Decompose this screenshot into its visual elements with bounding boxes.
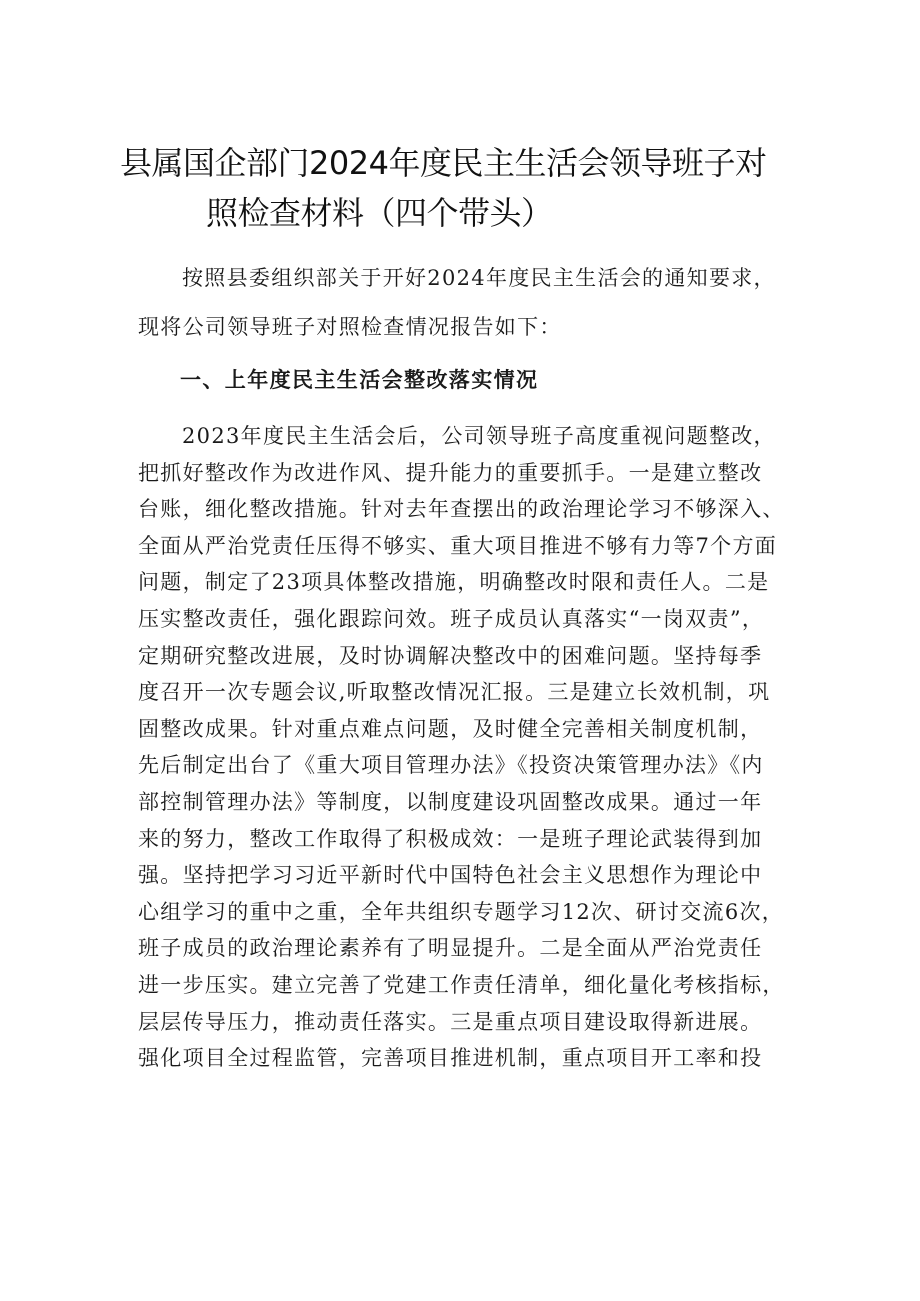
intro-paragraph [138,262,786,360]
paragraph-line: 部控制管理办法》等制度，以制度建设巩固整改成果。通过一年 [138,789,763,814]
paragraph-line: 层层传导压力，推动责任落实。三是重点项目建设取得新进展。 [138,1009,763,1034]
paragraph-line: 台账，细化整改措施。针对去年查摆出的政治理论学习不够深入、 [138,497,785,522]
intro-line: 按照县委组织部关于开好2024年度民主生活会的通知要求， [182,266,776,290]
paragraph-line: 先后制定出台了《重大项目管理办法》《投资决策管理办法》《内 [138,753,764,778]
paragraph-line: 问题，制定了23项具体整改措施，明确整改时限和责任人。二是 [138,570,770,595]
paragraph-line: 全面从严治党责任压得不够实、重大项目推进不够有力等7个方面 [138,533,778,558]
intro-line: 现将公司领导班子对照检查情况报告如下： [138,315,562,339]
paragraph-line: 班子成员的政治理论素养有了明显提升。二是全面从严治党责任 [138,936,763,961]
paragraph-line: 强化项目全过程监管，完善项目推进机制，重点项目开工率和投 [138,1046,763,1071]
paragraph-line: 强。坚持把学习习近平新时代中国特色社会主义思想作为理论中 [138,863,763,888]
paragraph-line: 固整改成果。针对重点难点问题，及时健全完善相关制度机制， [138,716,763,741]
paragraph-line: 进一步压实。建立完善了党建工作责任清单，细化量化考核指标， [138,972,785,997]
paragraph-line: 2023年度民主生活会后，公司领导班子高度重视问题整改， [182,424,776,448]
paragraph-line: 把抓好整改作为改进作风、提升能力的重要抓手。一是建立整改 [138,460,763,485]
title-line-1: 县属国企部门2024年度民主生活会领导班子对 [120,144,767,182]
paragraph-line: 心组学习的重中之重，全年共组织专题学习12次、研讨交流6次， [138,899,785,924]
document-title [120,138,810,238]
paragraph-line: 来的努力，整改工作取得了积极成效：一是班子理论武装得到加 [138,826,763,851]
section-body-paragraph [138,420,786,1079]
paragraph-line: 压实整改责任，强化跟踪问效。班子成员认真落实“一岗双责”， [138,606,765,631]
section-heading: 一、上年度民主生活会整改落实情况 [180,368,539,392]
paragraph-line: 度召开一次专题会议,听取整改情况汇报。三是建立长效机制，巩 [138,680,771,705]
title-line-2: 照检查材料（四个带头） [206,194,553,232]
paragraph-line: 定期研究整改进展，及时协调解决整改中的困难问题。坚持每季 [138,643,763,668]
